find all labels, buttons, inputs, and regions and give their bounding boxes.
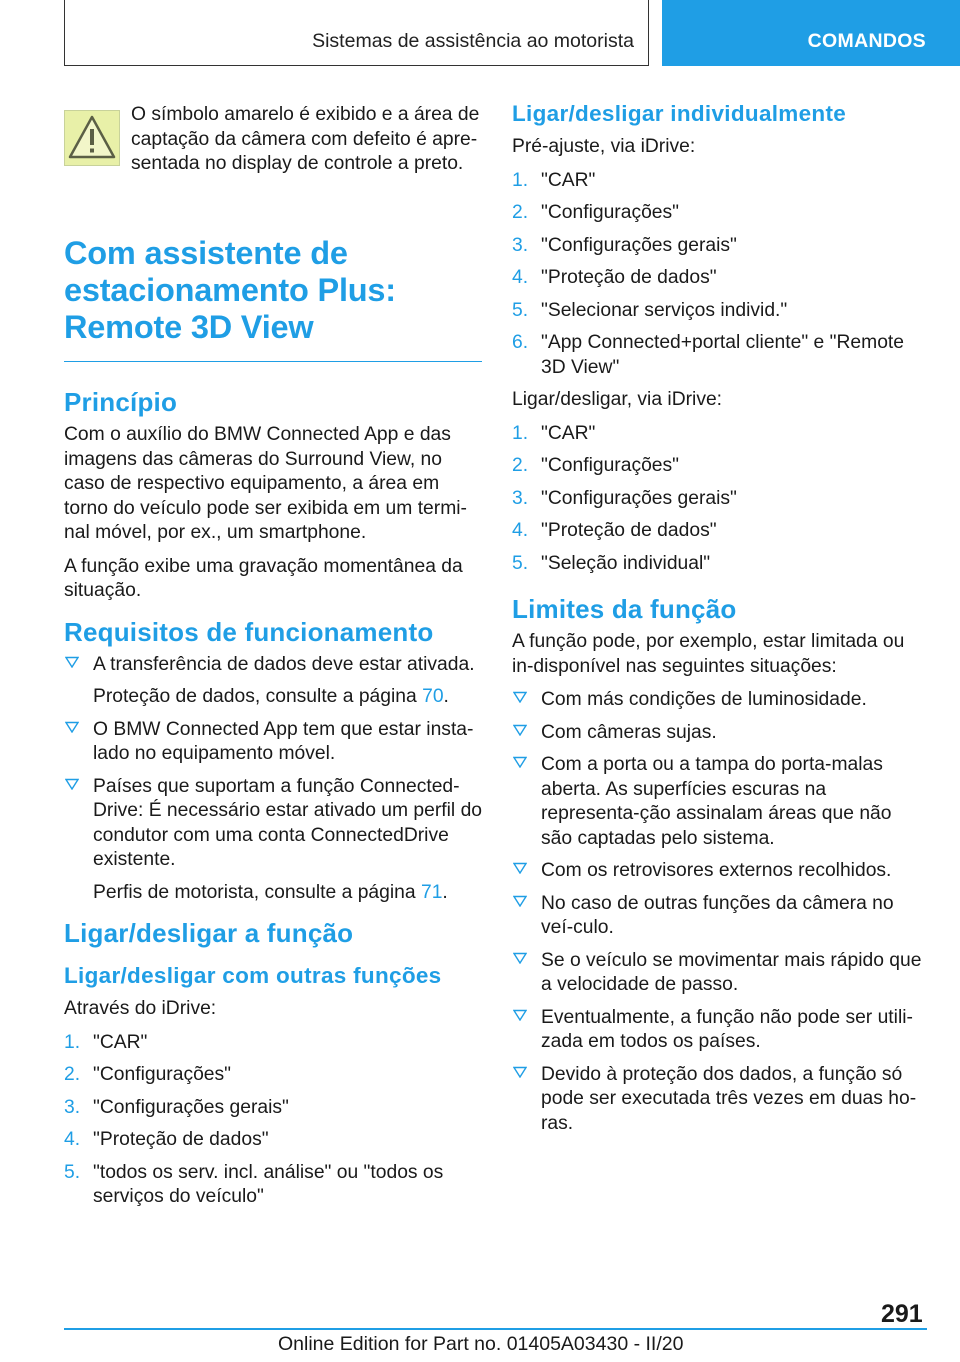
- cross-reference-text: Proteção de dados, consulte a página: [93, 686, 423, 707]
- triangle-bullet-icon: [513, 952, 527, 964]
- list-item: [512, 859, 927, 884]
- list-item: [512, 753, 927, 851]
- step-text: "App Connected+portal cliente" e "Remote 3D View": [541, 332, 904, 378]
- step-number: 3.: [64, 1096, 81, 1118]
- cross-reference-suffix: .: [443, 686, 449, 707]
- step-number: 2.: [512, 202, 529, 223]
- list-item: [64, 775, 482, 906]
- cross-reference-text: Perfis de motorista, consulte a página: [93, 881, 421, 903]
- warning-triangle-icon: [64, 110, 120, 166]
- list-item-text: Com a porta ou a tampa do porta-malas aberta. As superfícies escuras na representa-ção assinalam áreas que não são captadas pelo sistema.: [541, 754, 892, 849]
- step-text: "Configurações gerais": [541, 487, 737, 509]
- list-item: [512, 688, 927, 713]
- step-text: "Configurações": [541, 202, 680, 223]
- list-item: [64, 653, 482, 710]
- triangle-bullet-icon: [513, 691, 527, 703]
- step-number: 4.: [512, 267, 529, 288]
- individual-heading: Ligar/desligar individualmente: [512, 101, 847, 126]
- step-number: 3.: [512, 487, 529, 509]
- step-text: "Proteção de dados": [541, 520, 717, 541]
- list-item: [512, 234, 927, 259]
- list-item: [512, 169, 927, 194]
- limites-heading: Limites da função: [512, 594, 737, 624]
- list-item: [512, 552, 927, 577]
- cross-reference: [93, 881, 482, 906]
- limites-intro: A função pode, por exemplo, estar limitada ou in-disponível nas seguintes situações:: [512, 631, 905, 677]
- step-number: 2.: [64, 1064, 81, 1085]
- list-item: [512, 949, 927, 998]
- principio-paragraph-2: A função exibe uma gravação momentânea da situação.: [64, 555, 463, 601]
- footer-edition: Online Edition for Part no. 01405A03430 - II/20: [278, 1333, 684, 1355]
- step-text: "Selecionar serviços individ.": [541, 299, 788, 321]
- list-item-text: Com câmeras sujas.: [541, 721, 717, 743]
- step-number: 1.: [512, 422, 529, 444]
- triangle-bullet-icon: [513, 862, 527, 874]
- list-item: [512, 266, 927, 291]
- list-item: [512, 519, 927, 544]
- left-column: [64, 100, 482, 1218]
- list-item: [64, 1031, 482, 1056]
- list-item-text: Com os retrovisores externos recolhidos.: [541, 860, 892, 881]
- triangle-bullet-icon: [513, 724, 527, 736]
- requisitos-heading: Requisitos de funcionamento: [64, 616, 434, 647]
- toggle-steps-list: [512, 422, 927, 577]
- outras-intro: Através do iDrive:: [64, 998, 217, 1019]
- list-item-text: Devido à proteção dos dados, a função só pode ser executada três vezes em duas ho-ras.: [541, 1063, 917, 1134]
- step-text: "Configurações": [541, 455, 680, 476]
- step-number: 4.: [512, 520, 529, 541]
- step-text: "Configurações": [93, 1064, 232, 1085]
- page-link[interactable]: 70: [422, 686, 444, 707]
- page-number: 291: [881, 1300, 923, 1328]
- step-number: 2.: [512, 455, 529, 476]
- list-item: [64, 1161, 482, 1210]
- list-item: [512, 201, 927, 226]
- list-item: [512, 1006, 927, 1055]
- principio-heading: Princípio: [64, 387, 178, 417]
- list-item-text: Eventualmente, a função não pode ser utili-zada em todos os países.: [541, 1006, 913, 1052]
- limites-list: [512, 688, 927, 1136]
- step-number: 4.: [64, 1129, 81, 1150]
- step-text: "Configurações gerais": [93, 1096, 289, 1118]
- running-header: [64, 0, 649, 66]
- warning-note: [64, 100, 482, 192]
- triangle-bullet-icon: [513, 756, 527, 768]
- list-item: [512, 1063, 927, 1137]
- step-number: 1.: [512, 169, 529, 191]
- list-item: [512, 487, 927, 512]
- list-item: [512, 892, 927, 941]
- section-heading: Com assistente de estacionamento Plus: Remote 3D View: [64, 235, 482, 362]
- list-item: [64, 1096, 482, 1121]
- triangle-bullet-icon: [513, 895, 527, 907]
- step-number: 5.: [512, 299, 529, 321]
- outras-funcoes-heading: Ligar/desligar com outras funções: [64, 963, 442, 988]
- list-item: [64, 1128, 482, 1153]
- list-item-text: A transferência de dados deve estar ativada.: [93, 653, 475, 675]
- list-item: [512, 422, 927, 447]
- right-column: [512, 100, 927, 1144]
- requisitos-list: [64, 653, 482, 906]
- list-item: [512, 721, 927, 746]
- triangle-bullet-icon: [513, 1009, 527, 1021]
- triangle-bullet-icon: [65, 721, 79, 733]
- triangle-bullet-icon: [65, 656, 79, 668]
- preset-intro: Pré-ajuste, via iDrive:: [512, 136, 696, 157]
- step-number: 6.: [512, 332, 529, 353]
- outras-steps-list: [64, 1031, 482, 1210]
- step-text: "CAR": [541, 169, 596, 191]
- step-number: 1.: [64, 1031, 81, 1053]
- step-text: "Proteção de dados": [93, 1129, 269, 1150]
- list-item: [512, 454, 927, 479]
- list-item-text: No caso de outras funções da câmera no veí-culo.: [541, 892, 894, 938]
- list-item: [512, 331, 927, 380]
- list-item: [64, 1063, 482, 1088]
- step-text: "CAR": [541, 422, 596, 444]
- list-item: [64, 718, 482, 767]
- list-item-text: O BMW Connected App tem que estar insta-lado no equipamento móvel.: [93, 718, 474, 764]
- list-item-text: Países que suportam a função Connected-Drive: É necessário estar ativado um perfil do condutor com uma conta ConnectedDrive existente.: [93, 775, 483, 870]
- step-text: "Proteção de dados": [541, 267, 717, 288]
- ligar-heading: Ligar/desligar a função: [64, 918, 354, 948]
- preset-steps-list: [512, 169, 927, 381]
- page-link[interactable]: 71: [420, 881, 443, 903]
- step-text: "Seleção individual": [541, 552, 711, 574]
- list-item: [512, 299, 927, 324]
- step-number: 5.: [512, 552, 529, 574]
- warning-text: O símbolo amarelo é exibido e a área de captação da câmera com defeito é apre-sentada no display de controle a preto.: [131, 104, 480, 174]
- section-title: Sistemas de assistência ao motorista: [312, 30, 634, 52]
- toggle-intro: Ligar/desligar, via iDrive:: [512, 389, 723, 410]
- chapter-tab-label: COMANDOS: [807, 30, 926, 52]
- principio-paragraph-1: Com o auxílio do BMW Connected App e das imagens das câmeras do Surround View, no caso de respectivo equipamento, a área em torno do veículo pode ser exibida em um termi-nal móvel, por ex., um smartphone.: [64, 424, 467, 543]
- footer-divider: [64, 1328, 927, 1330]
- list-item-text: Se o veículo se movimentar mais rápido que a velocidade de passo.: [541, 949, 922, 995]
- cross-reference-suffix: .: [442, 881, 448, 903]
- triangle-bullet-icon: [65, 778, 79, 790]
- step-number: 3.: [512, 234, 529, 256]
- step-text: "todos os serv. incl. análise" ou "todos os serviços do veículo": [93, 1161, 444, 1207]
- triangle-bullet-icon: [513, 1066, 527, 1078]
- step-number: 5.: [64, 1161, 81, 1183]
- cross-reference: [93, 685, 482, 710]
- step-text: "Configurações gerais": [541, 234, 737, 256]
- chapter-tab: [662, 0, 960, 66]
- list-item-text: Com más condições de luminosidade.: [541, 689, 867, 710]
- step-text: "CAR": [93, 1031, 148, 1053]
